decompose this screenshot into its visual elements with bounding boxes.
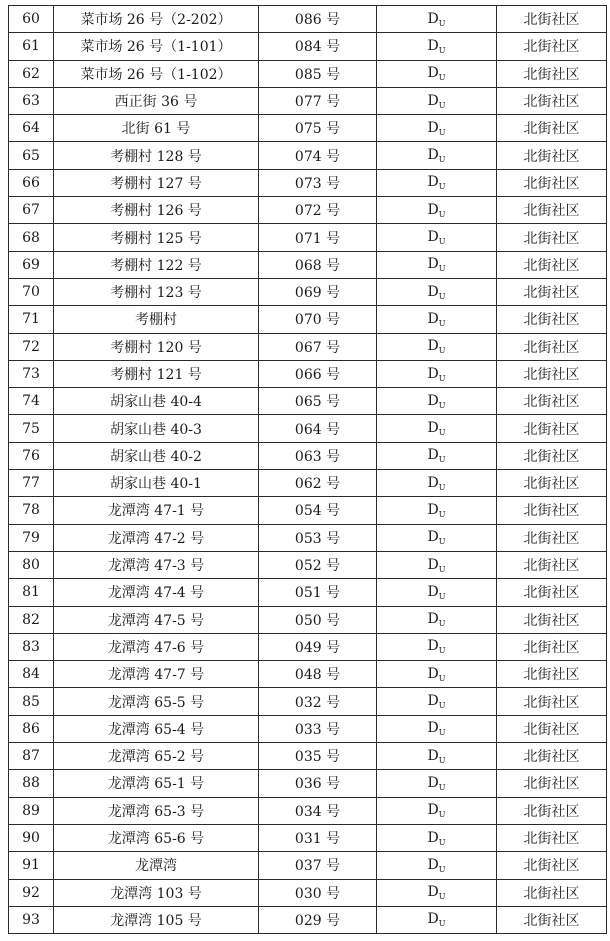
- row-community: 北街社区: [497, 360, 607, 387]
- row-code: 036 号: [259, 770, 377, 797]
- table-row: [9, 33, 607, 60]
- row-address: 考棚村 126 号: [54, 197, 259, 224]
- row-community: 北街社区: [497, 797, 607, 824]
- row-address: 龙潭湾 65-2 号: [54, 743, 259, 770]
- grade-letter: D: [427, 884, 439, 901]
- table-row: [9, 6, 607, 33]
- table-row: [9, 142, 607, 169]
- row-code: 052 号: [259, 551, 377, 578]
- grade-subscript: U: [438, 673, 446, 683]
- row-code: 074 号: [259, 142, 377, 169]
- row-code: 051 号: [259, 579, 377, 606]
- grade-subscript: U: [438, 428, 446, 438]
- row-community: 北街社区: [497, 87, 607, 114]
- row-community: 北街社区: [497, 197, 607, 224]
- row-number: 70: [9, 278, 54, 305]
- row-grade: [377, 852, 497, 879]
- row-community: 北街社区: [497, 661, 607, 688]
- row-grade: [377, 60, 497, 87]
- row-address: 龙潭湾 65-3 号: [54, 797, 259, 824]
- grade-letter: D: [427, 638, 439, 655]
- grade-letter: D: [427, 856, 439, 873]
- row-address: 考棚村 121 号: [54, 360, 259, 387]
- row-grade: [377, 442, 497, 469]
- row-address: 胡家山巷 40-4: [54, 388, 259, 415]
- table-row: [9, 306, 607, 333]
- grade-subscript: U: [438, 482, 446, 492]
- grade-letter: D: [427, 65, 439, 82]
- grade-subscript: U: [438, 346, 446, 356]
- grade-subscript: U: [438, 892, 446, 902]
- row-code: 031 号: [259, 824, 377, 851]
- row-code: 071 号: [259, 224, 377, 251]
- row-community: 北街社区: [497, 551, 607, 578]
- grade-subscript: U: [438, 373, 446, 383]
- row-address: 龙潭湾 47-5 号: [54, 606, 259, 633]
- row-address: 龙潭湾 65-4 号: [54, 715, 259, 742]
- row-number: 74: [9, 388, 54, 415]
- grade-letter: D: [427, 501, 439, 518]
- row-grade: [377, 661, 497, 688]
- grade-subscript: U: [438, 782, 446, 792]
- table-row: [9, 852, 607, 879]
- row-address: 菜市场 26 号（1-102）: [54, 60, 259, 87]
- grade-letter: D: [427, 774, 439, 791]
- row-address: 胡家山巷 40-1: [54, 470, 259, 497]
- grade-letter: D: [427, 611, 439, 628]
- grade-letter: D: [427, 665, 439, 682]
- row-number: 80: [9, 551, 54, 578]
- grade-letter: D: [427, 119, 439, 136]
- row-grade: [377, 606, 497, 633]
- row-grade: [377, 306, 497, 333]
- grade-letter: D: [427, 693, 439, 710]
- row-number: 69: [9, 251, 54, 278]
- row-number: 75: [9, 415, 54, 442]
- row-grade: [377, 333, 497, 360]
- table-row: [9, 879, 607, 906]
- grade-letter: D: [427, 365, 439, 382]
- row-address: 龙潭湾 47-4 号: [54, 579, 259, 606]
- table-row: [9, 87, 607, 114]
- row-address: 考棚村 127 号: [54, 169, 259, 196]
- table-row: [9, 579, 607, 606]
- row-community: 北街社区: [497, 715, 607, 742]
- row-community: 北街社区: [497, 579, 607, 606]
- row-address: 考棚村 120 号: [54, 333, 259, 360]
- row-number: 78: [9, 497, 54, 524]
- row-grade: [377, 688, 497, 715]
- row-community: 北街社区: [497, 333, 607, 360]
- row-community: 北街社区: [497, 606, 607, 633]
- row-grade: [377, 879, 497, 906]
- table-row: [9, 415, 607, 442]
- table-row: [9, 633, 607, 660]
- row-grade: [377, 770, 497, 797]
- row-number: 87: [9, 743, 54, 770]
- table-row: [9, 470, 607, 497]
- row-number: 65: [9, 142, 54, 169]
- row-number: 72: [9, 333, 54, 360]
- row-number: 67: [9, 197, 54, 224]
- grade-letter: D: [427, 802, 439, 819]
- table-row: [9, 524, 607, 551]
- row-address: 龙潭湾 65-1 号: [54, 770, 259, 797]
- row-address: 考棚村 128 号: [54, 142, 259, 169]
- row-community: 北街社区: [497, 770, 607, 797]
- row-address: 龙潭湾 103 号: [54, 879, 259, 906]
- row-address: 龙潭湾 65-5 号: [54, 688, 259, 715]
- row-community: 北街社区: [497, 33, 607, 60]
- grade-subscript: U: [438, 728, 446, 738]
- grade-subscript: U: [438, 318, 446, 328]
- row-address: 考棚村 122 号: [54, 251, 259, 278]
- row-number: 88: [9, 770, 54, 797]
- table-row: [9, 197, 607, 224]
- grade-subscript: U: [438, 264, 446, 274]
- row-address: 菜市场 26 号（2-202）: [54, 6, 259, 33]
- table-row: [9, 824, 607, 851]
- row-address: 龙潭湾 65-6 号: [54, 824, 259, 851]
- grade-letter: D: [427, 256, 439, 273]
- grade-subscript: U: [438, 591, 446, 601]
- row-code: 037 号: [259, 852, 377, 879]
- table-row: [9, 278, 607, 305]
- table-row: [9, 60, 607, 87]
- row-code: 084 号: [259, 33, 377, 60]
- row-number: 64: [9, 115, 54, 142]
- table-row: [9, 606, 607, 633]
- grade-subscript: U: [438, 837, 446, 847]
- grade-subscript: U: [438, 564, 446, 574]
- row-address: 胡家山巷 40-3: [54, 415, 259, 442]
- row-community: 北街社区: [497, 824, 607, 851]
- row-grade: [377, 497, 497, 524]
- row-code: 053 号: [259, 524, 377, 551]
- grade-letter: D: [427, 10, 439, 27]
- table-row: [9, 442, 607, 469]
- grade-subscript: U: [438, 155, 446, 165]
- row-community: 北街社区: [497, 688, 607, 715]
- row-code: 030 号: [259, 879, 377, 906]
- grade-letter: D: [427, 529, 439, 546]
- row-grade: [377, 579, 497, 606]
- row-address: 胡家山巷 40-2: [54, 442, 259, 469]
- row-grade: [377, 551, 497, 578]
- row-address: 考棚村: [54, 306, 259, 333]
- table-row: [9, 115, 607, 142]
- grade-letter: D: [427, 92, 439, 109]
- row-number: 86: [9, 715, 54, 742]
- row-code: 072 号: [259, 197, 377, 224]
- grade-subscript: U: [438, 237, 446, 247]
- row-number: 90: [9, 824, 54, 851]
- grade-subscript: U: [438, 18, 446, 28]
- row-address: 龙潭湾 47-7 号: [54, 661, 259, 688]
- row-code: 073 号: [259, 169, 377, 196]
- row-grade: [377, 388, 497, 415]
- row-address: 龙潭湾 47-3 号: [54, 551, 259, 578]
- grade-letter: D: [427, 720, 439, 737]
- row-grade: [377, 715, 497, 742]
- table-row: [9, 797, 607, 824]
- grade-subscript: U: [438, 291, 446, 301]
- row-code: 065 号: [259, 388, 377, 415]
- grade-letter: D: [427, 229, 439, 246]
- row-grade: [377, 224, 497, 251]
- row-community: 北街社区: [497, 278, 607, 305]
- grade-subscript: U: [438, 127, 446, 137]
- row-code: 064 号: [259, 415, 377, 442]
- row-grade: [377, 278, 497, 305]
- row-community: 北街社区: [497, 497, 607, 524]
- row-number: 85: [9, 688, 54, 715]
- row-address: 龙潭湾 47-2 号: [54, 524, 259, 551]
- row-grade: [377, 33, 497, 60]
- row-code: 032 号: [259, 688, 377, 715]
- row-code: 050 号: [259, 606, 377, 633]
- grade-letter: D: [427, 583, 439, 600]
- row-grade: [377, 824, 497, 851]
- row-community: 北街社区: [497, 415, 607, 442]
- row-grade: [377, 360, 497, 387]
- row-code: 069 号: [259, 278, 377, 305]
- grade-subscript: U: [438, 701, 446, 711]
- row-community: 北街社区: [497, 633, 607, 660]
- row-address: 考棚村 123 号: [54, 278, 259, 305]
- row-code: 086 号: [259, 6, 377, 33]
- row-number: 76: [9, 442, 54, 469]
- grade-subscript: U: [438, 73, 446, 83]
- row-address: 西正街 36 号: [54, 87, 259, 114]
- table-row: [9, 661, 607, 688]
- grade-letter: D: [427, 283, 439, 300]
- row-number: 84: [9, 661, 54, 688]
- row-code: 048 号: [259, 661, 377, 688]
- row-number: 73: [9, 360, 54, 387]
- row-community: 北街社区: [497, 743, 607, 770]
- row-number: 93: [9, 906, 54, 933]
- row-number: 82: [9, 606, 54, 633]
- grade-letter: D: [427, 338, 439, 355]
- row-community: 北街社区: [497, 142, 607, 169]
- table-row: [9, 360, 607, 387]
- grade-subscript: U: [438, 182, 446, 192]
- row-community: 北街社区: [497, 6, 607, 33]
- grade-letter: D: [427, 420, 439, 437]
- row-grade: [377, 743, 497, 770]
- row-code: 070 号: [259, 306, 377, 333]
- row-address: 菜市场 26 号（1-101）: [54, 33, 259, 60]
- row-community: 北街社区: [497, 442, 607, 469]
- row-code: 029 号: [259, 906, 377, 933]
- row-code: 054 号: [259, 497, 377, 524]
- row-code: 068 号: [259, 251, 377, 278]
- row-code: 067 号: [259, 333, 377, 360]
- row-number: 62: [9, 60, 54, 87]
- row-number: 68: [9, 224, 54, 251]
- row-number: 77: [9, 470, 54, 497]
- row-number: 71: [9, 306, 54, 333]
- grade-subscript: U: [438, 209, 446, 219]
- row-address: 龙潭湾: [54, 852, 259, 879]
- row-community: 北街社区: [497, 524, 607, 551]
- row-number: 63: [9, 87, 54, 114]
- row-code: 049 号: [259, 633, 377, 660]
- grade-letter: D: [427, 556, 439, 573]
- table-body: [9, 6, 607, 934]
- row-number: 60: [9, 6, 54, 33]
- row-code: 035 号: [259, 743, 377, 770]
- grade-letter: D: [427, 474, 439, 491]
- row-number: 61: [9, 33, 54, 60]
- table-row: [9, 770, 607, 797]
- row-grade: [377, 251, 497, 278]
- row-number: 81: [9, 579, 54, 606]
- row-code: 077 号: [259, 87, 377, 114]
- grade-letter: D: [427, 37, 439, 54]
- row-grade: [377, 470, 497, 497]
- table-row: [9, 715, 607, 742]
- grade-subscript: U: [438, 45, 446, 55]
- row-grade: [377, 524, 497, 551]
- grade-letter: D: [427, 147, 439, 164]
- grade-letter: D: [427, 201, 439, 218]
- row-address: 龙潭湾 47-6 号: [54, 633, 259, 660]
- grade-subscript: U: [438, 455, 446, 465]
- row-code: 062 号: [259, 470, 377, 497]
- row-number: 66: [9, 169, 54, 196]
- grade-subscript: U: [438, 400, 446, 410]
- row-address: 龙潭湾 47-1 号: [54, 497, 259, 524]
- row-code: 034 号: [259, 797, 377, 824]
- grade-letter: D: [427, 174, 439, 191]
- row-code: 085 号: [259, 60, 377, 87]
- grade-subscript: U: [438, 646, 446, 656]
- table-row: [9, 551, 607, 578]
- row-address: 考棚村 125 号: [54, 224, 259, 251]
- row-community: 北街社区: [497, 115, 607, 142]
- row-grade: [377, 142, 497, 169]
- row-address: 龙潭湾 105 号: [54, 906, 259, 933]
- row-number: 91: [9, 852, 54, 879]
- row-code: 033 号: [259, 715, 377, 742]
- row-number: 83: [9, 633, 54, 660]
- grade-letter: D: [427, 829, 439, 846]
- table-row: [9, 688, 607, 715]
- grade-subscript: U: [438, 509, 446, 519]
- table-row: [9, 224, 607, 251]
- grade-subscript: U: [438, 619, 446, 629]
- table-row: [9, 333, 607, 360]
- table-row: [9, 169, 607, 196]
- row-community: 北街社区: [497, 251, 607, 278]
- row-grade: [377, 169, 497, 196]
- row-number: 79: [9, 524, 54, 551]
- row-code: 075 号: [259, 115, 377, 142]
- row-community: 北街社区: [497, 169, 607, 196]
- row-number: 92: [9, 879, 54, 906]
- table-row: [9, 497, 607, 524]
- table-row: [9, 906, 607, 933]
- row-community: 北街社区: [497, 60, 607, 87]
- row-community: 北街社区: [497, 470, 607, 497]
- row-community: 北街社区: [497, 906, 607, 933]
- row-code: 063 号: [259, 442, 377, 469]
- grade-subscript: U: [438, 755, 446, 765]
- grade-subscript: U: [438, 919, 446, 929]
- row-code: 066 号: [259, 360, 377, 387]
- grade-letter: D: [427, 447, 439, 464]
- row-grade: [377, 87, 497, 114]
- row-grade: [377, 906, 497, 933]
- table-row: [9, 388, 607, 415]
- row-number: 89: [9, 797, 54, 824]
- grade-letter: D: [427, 911, 439, 928]
- grade-subscript: U: [438, 864, 446, 874]
- row-community: 北街社区: [497, 224, 607, 251]
- row-grade: [377, 633, 497, 660]
- row-grade: [377, 197, 497, 224]
- row-community: 北街社区: [497, 879, 607, 906]
- grade-letter: D: [427, 310, 439, 327]
- grade-subscript: U: [438, 100, 446, 110]
- row-address: 北街 61 号: [54, 115, 259, 142]
- row-grade: [377, 415, 497, 442]
- row-community: 北街社区: [497, 388, 607, 415]
- row-community: 北街社区: [497, 852, 607, 879]
- grade-letter: D: [427, 392, 439, 409]
- row-grade: [377, 6, 497, 33]
- row-grade: [377, 797, 497, 824]
- table-row: [9, 743, 607, 770]
- building-register-table: [8, 5, 607, 934]
- row-community: 北街社区: [497, 306, 607, 333]
- table-row: [9, 251, 607, 278]
- grade-subscript: U: [438, 537, 446, 547]
- grade-letter: D: [427, 747, 439, 764]
- row-grade: [377, 115, 497, 142]
- grade-subscript: U: [438, 810, 446, 820]
